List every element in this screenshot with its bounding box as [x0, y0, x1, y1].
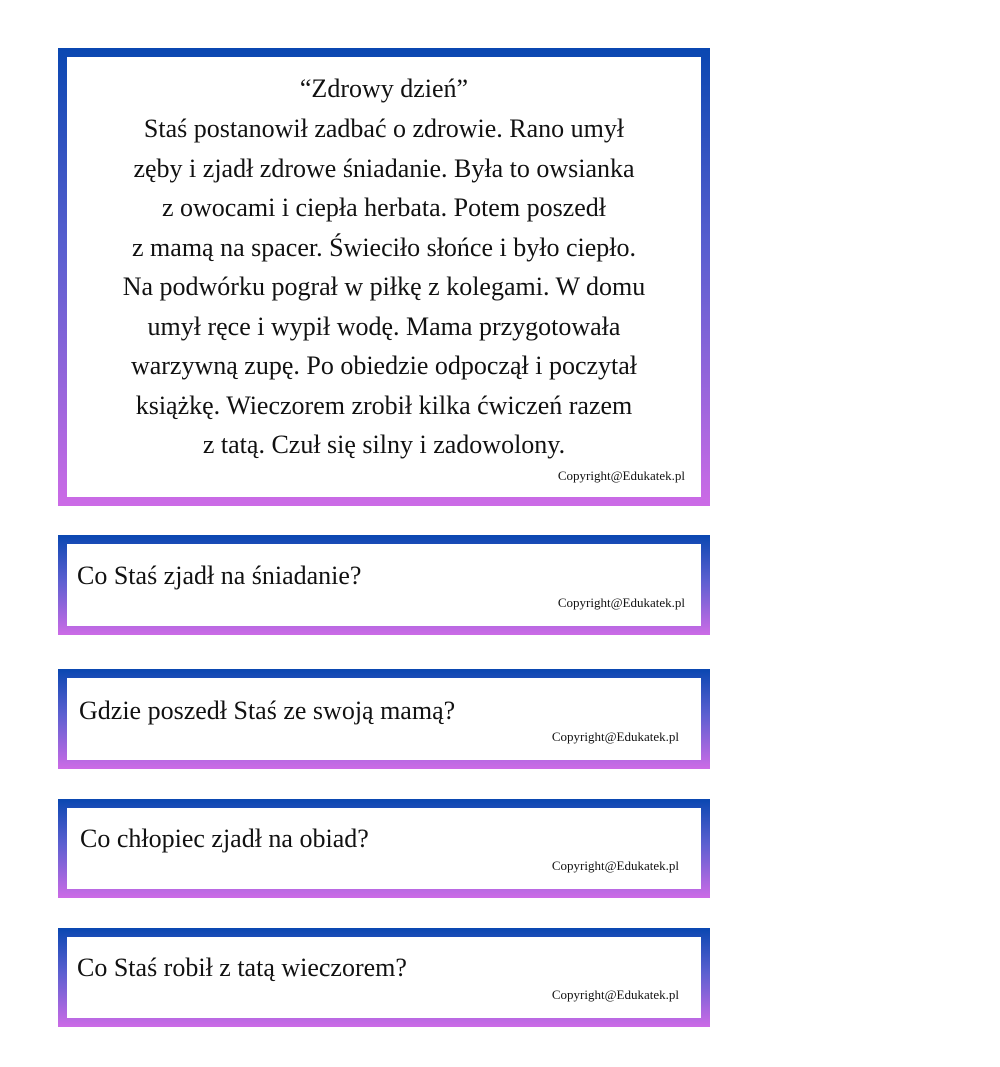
question-text: Co Staś robił z tatą wieczorem?: [77, 953, 407, 982]
question-card-dinner: [58, 799, 710, 898]
story-line: umył ręce i wypił wodę. Mama przygotowała: [147, 311, 621, 341]
story-line: książkę. Wieczorem zrobił kilka ćwiczeń razem: [135, 390, 633, 420]
copyright-notice: Copyright@Edukatek.pl: [551, 729, 679, 744]
question-card-walk: [58, 669, 710, 769]
story-line: Staś postanowił zadbać o zdrowie. Rano umył: [143, 114, 625, 143]
question-card-evening: [58, 928, 710, 1027]
question-card-body: [67, 808, 701, 889]
question-text: Co Staś zjadł na śniadanie?: [77, 561, 362, 590]
copyright-notice: Copyright@Edukatek.pl: [551, 987, 679, 1002]
copyright-notice: Copyright@Edukatek.pl: [557, 468, 685, 483]
question-card-breakfast: [58, 535, 710, 635]
story-text: [67, 109, 701, 465]
story-line: z tatą. Czuł się silny i zadowolony.: [202, 430, 566, 459]
story-line: zęby i zjadł zdrowe śniadanie. Była to owsianka: [133, 153, 635, 183]
question-card-body: [67, 678, 701, 760]
story-line: z mamą na spacer. Świeciło słońce i było ciepło.: [132, 232, 636, 262]
copyright-notice: Copyright@Edukatek.pl: [557, 595, 685, 610]
question-card-body: [67, 937, 701, 1018]
question-text: Gdzie poszedł Staś ze swoją mamą?: [79, 696, 456, 725]
story-card: [58, 48, 710, 506]
question-text: Co chłopiec zjadł na obiad?: [80, 824, 369, 853]
copyright-notice: Copyright@Edukatek.pl: [551, 858, 679, 873]
question-card-body: [67, 544, 701, 626]
story-title: “Zdrowy dzień”: [299, 74, 469, 103]
story-line: Na podwórku pograł w piłkę z kolegami. W domu: [122, 272, 646, 301]
story-line: z owocami i ciepła herbata. Potem poszedł: [161, 193, 606, 222]
story-line: warzywną zupę. Po obiedzie odpoczął i poczytał: [130, 351, 638, 380]
story-card-body: [67, 57, 701, 497]
